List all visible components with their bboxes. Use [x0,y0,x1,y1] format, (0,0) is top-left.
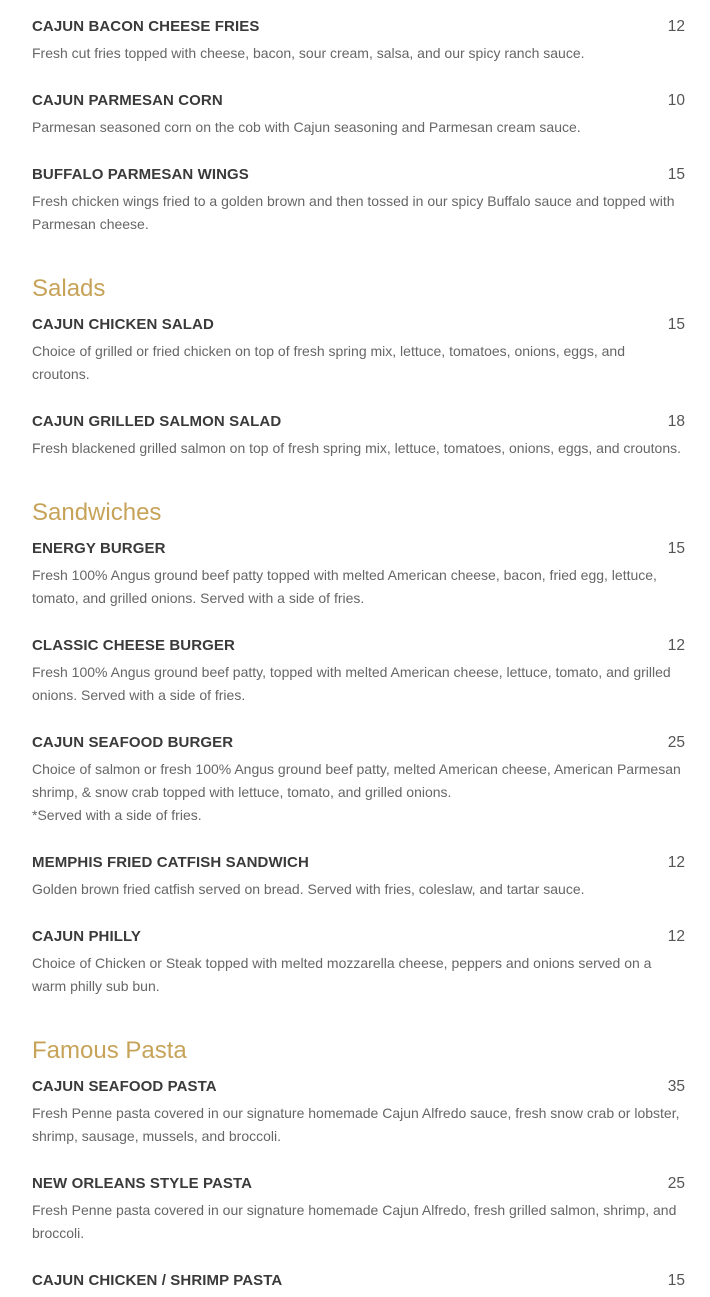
item-description: Fresh 100% Angus ground beef patty topped with melted American cheese, bacon, fried egg, lettuce, tomato, and grilled onions. Served with a side of fries. [32,567,657,606]
item-name: CAJUN PHILLY [32,928,141,945]
item-description: Fresh 100% Angus ground beef patty, topped with melted American cheese, lettuce, tomato, and grilled onions. Served with a side of fries. [32,664,671,703]
menu-item [32,18,685,65]
item-name: ENERGY BURGER [32,540,166,557]
item-price: 12 [667,928,685,945]
menu-item [32,92,685,139]
item-name: CAJUN BACON CHEESE FRIES [32,18,260,35]
item-name: CLASSIC CHEESE BURGER [32,637,235,654]
menu-item [32,0,685,4]
item-name: CAJUN PARMESAN CORN [32,92,223,109]
section-title-salads: Salads [32,275,106,302]
item-name: CAJUN SEAFOOD PASTA [32,1078,217,1095]
item-description: Choice of grilled or fried chicken on top of fresh spring mix, lettuce, tomatoes, onions, eggs, and croutons. [32,343,625,382]
item-name: CAJUN SEAFOOD BURGER [32,734,234,751]
item-description: Parmesan seasoned corn on the cob with Cajun seasoning and Parmesan cream sauce. [32,119,581,135]
item-price: 10 [667,92,685,109]
item-price: 35 [667,1078,685,1095]
item-price: 15 [667,166,685,183]
menu-item [32,316,685,386]
item-price: 12 [667,18,685,35]
item-price: 15 [667,1272,685,1289]
item-description: Choice of Chicken or Steak topped with melted mozzarella cheese, peppers and onions served on a warm philly sub bun. [32,955,652,994]
item-price: 25 [667,1175,685,1192]
item-name: NEW ORLEANS STYLE PASTA [32,1175,253,1192]
menu-item [32,637,685,707]
item-name: MEMPHIS FRIED CATFISH SANDWICH [32,854,309,871]
item-name: CAJUN GRILLED SALMON SALAD [32,413,282,430]
item-name: CAJUN CHICKEN / SHRIMP PASTA [32,1272,283,1289]
item-description: Fresh Penne pasta covered in our signature homemade Cajun Alfredo sauce, fresh snow crab or lobster, shrimp, sausage, mussels, and broccoli. [32,1105,680,1144]
menu-item [32,1078,685,1148]
section-title-sandwiches: Sandwiches [32,499,162,526]
menu-item [32,928,685,998]
item-description: Fresh Penne pasta covered in our signature homemade Cajun Alfredo, fresh grilled salmon, shrimp, and broccoli. [32,1202,677,1241]
item-description: Fresh cut fries topped with cheese, bacon, sour cream, salsa, and our spicy ranch sauce. [32,45,585,61]
item-price: 12 [667,854,685,871]
item-price: 15 [667,540,685,557]
item-price: 12 [667,637,685,654]
section-title-pasta: Famous Pasta [32,1037,187,1064]
item-price: 18 [667,413,685,430]
item-name: CAJUN CHICKEN SALAD [32,316,214,333]
menu-item [32,854,685,901]
menu-item [32,413,685,460]
item-price: 15 [667,316,685,333]
menu-item [32,1175,685,1245]
item-description: Choice of salmon or fresh 100% Angus ground beef patty, melted American cheese, American Parmesan shrimp, & snow crab topped with lettuce, tomato, and grilled onions. *Served with a side of fries. [32,761,681,823]
item-price: 25 [667,734,685,751]
menu [32,0,685,1294]
item-description: Golden brown fried catfish served on bread. Served with fries, coleslaw, and tartar sauce. [32,881,585,897]
menu-item [32,166,685,236]
item-name: BUFFALO PARMESAN WINGS [32,166,249,183]
menu-item [32,734,685,827]
menu-item [32,1272,685,1294]
item-description: Fresh chicken wings fried to a golden brown and then tossed in our spicy Buffalo sauce and topped with Parmesan cheese. [32,193,675,232]
item-description: Fresh blackened grilled salmon on top of fresh spring mix, lettuce, tomatoes, onions, eggs, and croutons. [32,440,682,456]
menu-item [32,540,685,610]
